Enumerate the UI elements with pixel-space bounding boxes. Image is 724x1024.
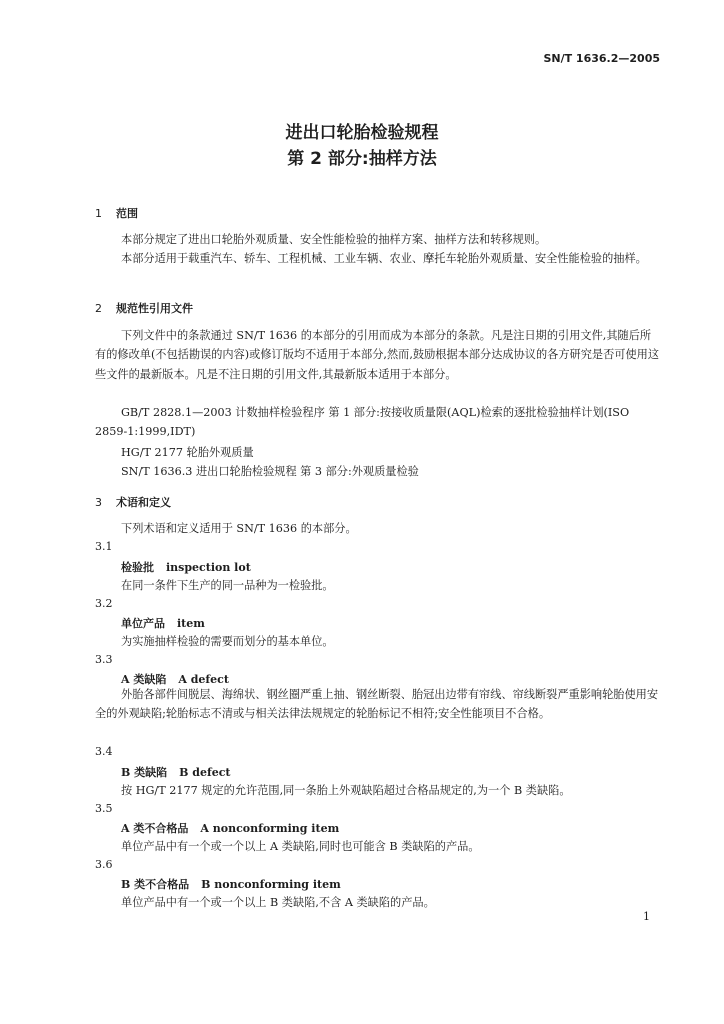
term-en: item bbox=[177, 617, 205, 630]
section-3-heading bbox=[95, 494, 171, 510]
section-number: 2 bbox=[95, 302, 102, 315]
term-heading bbox=[121, 820, 339, 836]
reference-hg-2177: HG/T 2177 轮胎外观质量 bbox=[121, 446, 254, 459]
term-definition: 外胎各部件间脱层、海绵状、钢丝圈严重上抽、钢丝断裂、胎冠出边带有帘线、帘线断裂严重影响轮胎使用安全的外观缺陷;轮胎标志不清或与相关法律法规规定的轮胎标记不相符;安全性能项目不合格。 bbox=[95, 688, 659, 721]
document-title: 进出口轮胎检验规程 bbox=[285, 123, 439, 143]
section-number: 3 bbox=[95, 496, 102, 509]
section-number: 1 bbox=[95, 207, 102, 220]
term-heading bbox=[121, 764, 230, 780]
term-zh: B 类缺陷 bbox=[121, 766, 168, 779]
term-definition: 在同一条件下生产的同一品种为一检验批。 bbox=[121, 579, 334, 592]
term-en: A defect bbox=[178, 673, 229, 686]
term-definition: 单位产品中有一个或一个以上 A 类缺陷,同时也可能含 B 类缺陷的产品。 bbox=[121, 840, 480, 853]
term-heading bbox=[121, 615, 205, 631]
term-zh: B 类不合格品 bbox=[121, 878, 190, 891]
section-1-heading bbox=[95, 205, 138, 221]
term-en: A nonconforming item bbox=[200, 822, 340, 835]
term-heading bbox=[121, 559, 251, 575]
term-number: 3.1 bbox=[95, 540, 113, 553]
term-definition: 单位产品中有一个或一个以上 B 类缺陷,不含 A 类缺陷的产品。 bbox=[121, 896, 435, 909]
term-number: 3.2 bbox=[95, 597, 113, 610]
section-1-paragraph-1: 本部分规定了进出口轮胎外观质量、安全性能检验的抽样方案、抽样方法和转移规则。 bbox=[121, 233, 547, 246]
term-zh: A 类不合格品 bbox=[121, 822, 189, 835]
section-title: 术语和定义 bbox=[116, 496, 171, 509]
section-2-heading bbox=[95, 300, 193, 316]
term-number: 3.4 bbox=[95, 745, 113, 758]
term-number: 3.3 bbox=[95, 653, 113, 666]
document-subtitle: 第 2 部分:抽样方法 bbox=[287, 149, 437, 169]
standard-number: SN/T 1636.2—2005 bbox=[543, 52, 660, 65]
section-3-intro: 下列术语和定义适用于 SN/T 1636 的本部分。 bbox=[121, 522, 357, 535]
section-2-paragraph: 下列文件中的条款通过 SN/T 1636 的本部分的引用而成为本部分的条款。凡是注日期的引用文件,其随后所有的修改单(不包括勘误的内容)或修订版均不适用于本部分,然而,鼓励根据本部分达成协议的各方研究是否可使用这些文件的最新版本。凡是不注日期的引用文件,其最新版本适用于本部分。 bbox=[95, 329, 660, 381]
term-en: B nonconforming item bbox=[201, 878, 341, 891]
section-1-paragraph-2: 本部分适用于载重汽车、轿车、工程机械、工业车辆、农业、摩托车轮胎外观质量、安全性能检验的抽样。 bbox=[121, 252, 647, 265]
reference-gb-2828: GB/T 2828.1—2003 计数抽样检验程序 第 1 部分:按接收质量限(AQL)检索的逐批检验抽样计划(ISO 2859-1:1999,IDT) bbox=[95, 406, 630, 439]
reference-sn-1636-3: SN/T 1636.3 进出口轮胎检验规程 第 3 部分:外观质量检验 bbox=[121, 465, 419, 478]
term-number: 3.6 bbox=[95, 858, 113, 871]
section-title: 范围 bbox=[116, 207, 138, 220]
term-en: B defect bbox=[179, 766, 231, 779]
section-title: 规范性引用文件 bbox=[116, 302, 193, 315]
term-number: 3.5 bbox=[95, 802, 113, 815]
term-definition: 为实施抽样检验的需要而划分的基本单位。 bbox=[121, 635, 334, 648]
term-en: inspection lot bbox=[166, 561, 251, 574]
page-number: 1 bbox=[643, 910, 650, 923]
term-zh: A 类缺陷 bbox=[121, 673, 167, 686]
term-heading bbox=[121, 876, 341, 892]
term-zh: 单位产品 bbox=[121, 617, 165, 630]
term-zh: 检验批 bbox=[121, 561, 154, 574]
term-definition: 按 HG/T 2177 规定的允许范围,同一条胎上外观缺陷超过合格品规定的,为一个 B 类缺陷。 bbox=[121, 784, 571, 797]
